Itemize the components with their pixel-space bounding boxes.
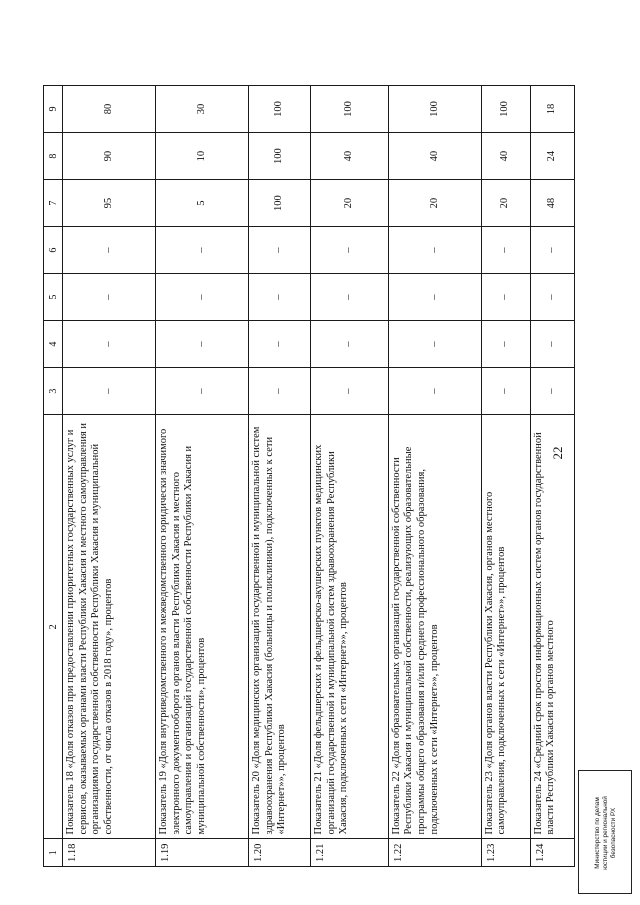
header-cell: 9 — [44, 86, 63, 133]
indicator-description: Показатель 18 «Доля отказов при предоставлении приоритетных государственных услуг и сервисов, оказываемых органами власти Республики Хакасия и местного самоуправления и организациями государственной собственности Республики Хакасия и муниципальной собственности, от числа отказов в 2018 году», процентов — [63, 415, 156, 839]
value-cell: 100 — [249, 86, 311, 133]
indicators-table — [43, 85, 575, 867]
value-cell: – — [311, 321, 389, 368]
header-cell: 2 — [44, 415, 63, 839]
value-cell: – — [63, 368, 156, 415]
row-number: 1.19 — [156, 839, 249, 867]
row-number: 1.21 — [311, 839, 389, 867]
value-cell: 100 — [249, 180, 311, 227]
value-cell: 100 — [311, 86, 389, 133]
value-cell: – — [388, 368, 481, 415]
value-cell: 100 — [481, 86, 530, 133]
stamp-line: Министерство по делам — [594, 797, 601, 869]
value-cell: – — [156, 227, 249, 274]
row-number: 1.20 — [249, 839, 311, 867]
value-cell: – — [388, 274, 481, 321]
value-cell: – — [63, 274, 156, 321]
value-cell: – — [63, 321, 156, 368]
header-row — [44, 86, 63, 867]
indicator-description: Показатель 23 «Доля органов власти Республики Хакасия, органов местного самоуправления, подключенных к сети «Интернет»», процентов — [481, 415, 530, 839]
value-cell: – — [530, 274, 574, 321]
value-cell: – — [311, 227, 389, 274]
value-cell: 40 — [481, 133, 530, 180]
value-cell: 80 — [63, 86, 156, 133]
rotated-page — [43, 85, 575, 867]
value-cell: 90 — [63, 133, 156, 180]
value-cell: – — [481, 274, 530, 321]
indicator-description: Показатель 24 «Средний срок простоя информационных систем органов государственной власти Республики Хакасия и органов местного — [530, 415, 574, 839]
header-cell: 8 — [44, 133, 63, 180]
value-cell: 30 — [156, 86, 249, 133]
row-number: 1.23 — [481, 839, 530, 867]
value-cell: – — [481, 227, 530, 274]
value-cell: 20 — [388, 180, 481, 227]
header-cell: 5 — [44, 274, 63, 321]
header-cell: 4 — [44, 321, 63, 368]
value-cell: 95 — [63, 180, 156, 227]
table-row — [156, 86, 249, 867]
value-cell: 20 — [481, 180, 530, 227]
header-cell: 6 — [44, 227, 63, 274]
value-cell: 5 — [156, 180, 249, 227]
value-cell: – — [156, 321, 249, 368]
row-number: 1.18 — [63, 839, 156, 867]
stamp-line: безопасности РХ — [610, 807, 617, 859]
value-cell: – — [311, 368, 389, 415]
indicator-description: Показатель 19 «Доля внутриведомственного и межведомственного юридически значимого электронного документооборота органов власти Республики Хакасия и местного самоуправления и организаций государственной собственности Республики Хакасия и муниципальной собственности», процентов — [156, 415, 249, 839]
value-cell: – — [249, 274, 311, 321]
page-number: 22 — [550, 446, 565, 460]
header-cell: 3 — [44, 368, 63, 415]
value-cell: 100 — [388, 86, 481, 133]
value-cell: – — [63, 227, 156, 274]
value-cell: 40 — [388, 133, 481, 180]
value-cell: 100 — [249, 133, 311, 180]
table-row — [311, 86, 389, 867]
value-cell: 20 — [311, 180, 389, 227]
stamp-line: юстиции и региональной — [602, 796, 609, 870]
registration-stamp — [578, 770, 632, 894]
value-cell: – — [249, 227, 311, 274]
table-row — [63, 86, 156, 867]
value-cell: – — [530, 227, 574, 274]
row-number: 1.24 — [530, 839, 574, 867]
indicator-description: Показатель 20 «Доля медицинских организаций государственной и муниципальной систем здравоохранения Республики Хакасия (больницы и поликлиники), подключенных к сети «Интернет»», процентов — [249, 415, 311, 839]
header-cell: 7 — [44, 180, 63, 227]
value-cell: 24 — [530, 133, 574, 180]
table-row — [388, 86, 481, 867]
value-cell: – — [156, 274, 249, 321]
value-cell: – — [481, 368, 530, 415]
row-number: 1.22 — [388, 839, 481, 867]
value-cell: – — [388, 321, 481, 368]
table-row — [481, 86, 530, 867]
value-cell: 40 — [311, 133, 389, 180]
value-cell: 18 — [530, 86, 574, 133]
value-cell: – — [249, 321, 311, 368]
table-row — [249, 86, 311, 867]
header-cell: 1 — [44, 839, 63, 867]
value-cell: – — [249, 368, 311, 415]
value-cell: – — [530, 368, 574, 415]
table-row — [530, 86, 574, 867]
value-cell: 48 — [530, 180, 574, 227]
value-cell: – — [481, 321, 530, 368]
value-cell: – — [530, 321, 574, 368]
value-cell: – — [311, 274, 389, 321]
value-cell: – — [156, 368, 249, 415]
value-cell: – — [388, 227, 481, 274]
indicator-description: Показатель 21 «Доля фельдшерских и фельдшерско-акушерских пунктов медицинских организаций государственной и муниципальной систем здравоохранения Республики Хакасия, подключенных к сети «Интернет»», процентов — [311, 415, 389, 839]
indicator-description: Показатель 22 «Доля образовательных организаций государственной собственности Республики Хакасия и муниципальной собственности, реализующих образовательные программы общего образования и/или среднего профессионального образования, подключенных к сети «Интернет»», процентов — [388, 415, 481, 839]
value-cell: 10 — [156, 133, 249, 180]
